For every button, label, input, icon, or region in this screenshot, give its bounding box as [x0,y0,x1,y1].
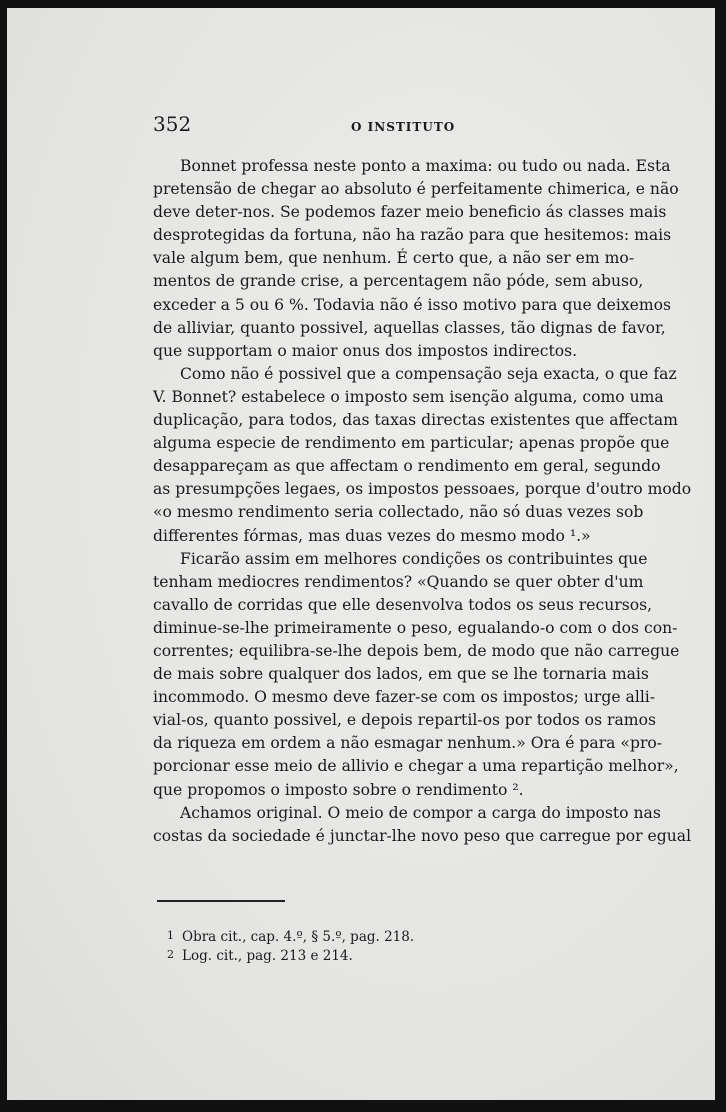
text-line: «o mesmo rendimento seria collectado, não só duas vezes sob [153,503,644,522]
text-line: que supportam o maior onus dos impostos indirectos. [153,341,578,360]
footnotes [167,928,567,966]
text-line: vale algum bem, que nenhum. É certo que, a não ser em mo- [153,249,635,268]
text-line: porcionar esse meio de allivio e chegar a uma repartição melhor», [153,757,679,776]
text-line: de alliviar, quanto possivel, aquellas classes, tão dignas de favor, [153,318,666,337]
footnote [167,928,567,947]
text-line: desprotegidas da fortuna, não ha razão para que hesitemos: mais [153,226,672,245]
text-line: as presumpções legaes, os impostos pessoaes, porque d'outro modo [153,480,692,499]
text-line: incommodo. O mesmo deve fazer-se com os impostos; urge alli- [153,688,656,707]
text-line: deve deter-nos. Se podemos fazer meio beneficio ás classes mais [153,203,667,222]
text-line: Como não é possivel que a compensação seja exacta, o que faz [180,364,677,383]
text-line: Ficarão assim em melhores condições os contribuintes que [180,549,648,568]
text-line: tenham mediocres rendimentos? «Quando se quer obter d'um [153,572,644,591]
text-line: pretensão de chegar ao absoluto é perfeitamente chimerica, e não [153,180,679,199]
footnote-divider [157,900,285,902]
footnote-text: Log. cit., pag. 213 e 214. [182,948,353,964]
footnote [167,947,567,966]
text-line: Achamos original. O meio de compor a carga do imposto nas [180,803,661,822]
text-line: differentes fórmas, mas duas vezes do mesmo modo ¹.» [153,526,591,545]
text-line: de mais sobre qualquer dos lados, em que se lhe tornaria mais [153,665,649,684]
text-line: alguma especie de rendimento em particular; apenas propõe que [153,434,670,453]
text-line: desappareçam as que affectam o rendimento em geral, segundo [153,457,661,476]
text-line: vial-os, quanto possivel, e depois repartil-os por todos os ramos [153,711,656,730]
text-line: V. Bonnet? estabelece o imposto sem isenção alguma, como uma [153,387,664,406]
body-text [153,155,692,848]
text-line: costas da sociedade é junctar-lhe novo peso que carregue por egual [153,826,692,845]
text-line: cavallo de corridas que elle desenvolva todos os seus recursos, [153,595,653,614]
page-header [153,112,633,142]
text-line: diminue-se-lhe primeiramente o peso, egualando-o com o dos con- [153,618,678,637]
text-line: exceder a 5 ou 6 %. Todavia não é isso motivo para que deixemos [153,295,672,314]
text-line: que propomos o imposto sobre o rendimento ². [153,780,524,799]
running-title: O INSTITUTO [351,120,456,134]
footnote-mark: 2 [167,948,174,961]
text-line: da riqueza em ordem a não esmagar nenhum.» Ora é para «pro- [153,734,663,753]
book-page [7,8,715,1100]
footnote-text: Obra cit., cap. 4.º, § 5.º, pag. 218. [182,929,415,945]
text-line: Bonnet professa neste ponto a maxima: ou tudo ou nada. Esta [180,157,671,175]
page-number: 352 [153,112,192,136]
text-line: duplicação, para todos, das taxas directas existentes que affectam [153,411,678,430]
text-line: correntes; equilibra-se-lhe depois bem, de modo que não carregue [153,641,680,660]
text-line: mentos de grande crise, a percentagem não póde, sem abuso, [153,272,644,291]
footnote-mark: 1 [167,929,174,942]
